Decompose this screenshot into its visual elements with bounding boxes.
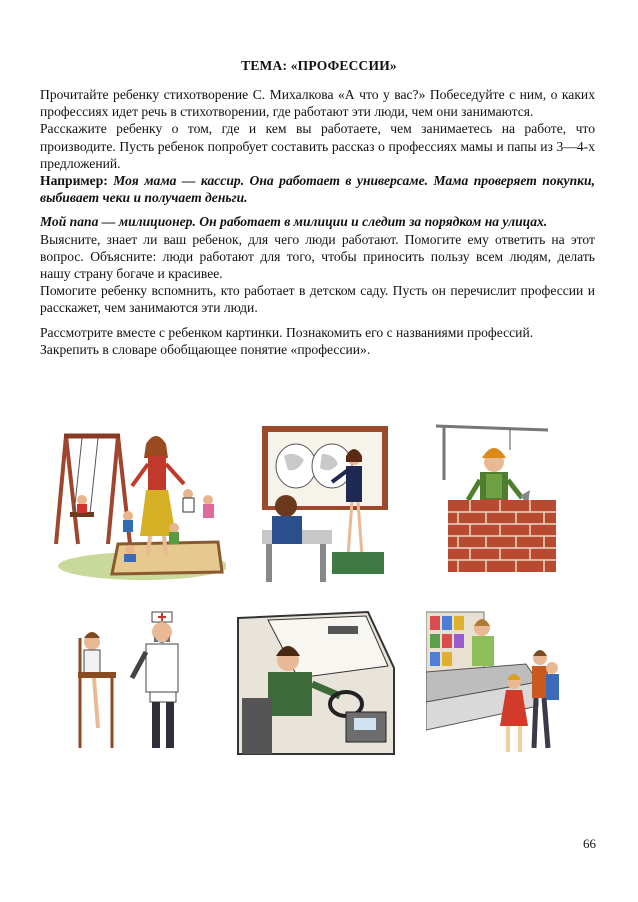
paragraph-4: Выясните, знает ли ваш ребенок, для чего люди работают. Помогите ему ответить на этот вопрос. Объясните: люди работают для того, чтобы приносить пользу всем людям, делать нашу страну богаче и красивее. [40, 231, 595, 282]
paragraph-5: Помогите ребенку вспомнить, кто работает в детском саду. Пусть он перечислит профессии и расскажет, чем занимаются эти люди. [40, 283, 595, 316]
example-text: Моя мама — кассир. Она работает в универсаме. Мама проверяет покупки, выбивает чеки и получает деньги. [40, 173, 595, 206]
page-number: 66 [583, 836, 596, 851]
classroom-picture-icon [262, 426, 392, 584]
illustration-doctor [72, 608, 192, 758]
illustration-seller [426, 606, 562, 760]
illustration-teacher-playground [48, 424, 226, 584]
driver-picture-icon [228, 608, 396, 758]
builder-picture-icon [430, 420, 560, 580]
example-label: Например: [40, 173, 108, 189]
paragraph-3: Мой папа — милиционер. Он работает в милиции и следит за порядком на улицах. [40, 214, 548, 230]
illustration-builder [430, 420, 560, 580]
illustrations-grid [40, 420, 600, 780]
instruction-text [40, 86, 595, 358]
playground-picture-icon [48, 424, 226, 584]
doctor-picture-icon [72, 608, 192, 758]
paragraph-1: Прочитайте ребенку стихотворение С. Михалкова «А что у вас?» Побеседуйте с ним, о каких профессиях идет речь в стихотворении, где работают эти люди, чем они занимаются. [40, 87, 595, 120]
paragraph-6: Рассмотрите вместе с ребенком картинки. Познакомить его с названиями профессий. Закрепить в словаре обобщающее понятие «профессии». [40, 324, 534, 357]
illustration-driver [228, 608, 396, 758]
paragraph-2: Расскажите ребенку о том, где и кем вы работаете, чем занимаетесь на работе, что производите. Пусть ребенок попробует составить рассказ о профессиях мамы и папы из 3—4-х предложений. [40, 121, 595, 171]
example-paragraph [40, 172, 595, 206]
illustration-teacher-classroom [262, 426, 392, 584]
page-title: ТЕМА: «ПРОФЕССИИ» [241, 58, 397, 73]
seller-picture-icon [426, 606, 562, 760]
